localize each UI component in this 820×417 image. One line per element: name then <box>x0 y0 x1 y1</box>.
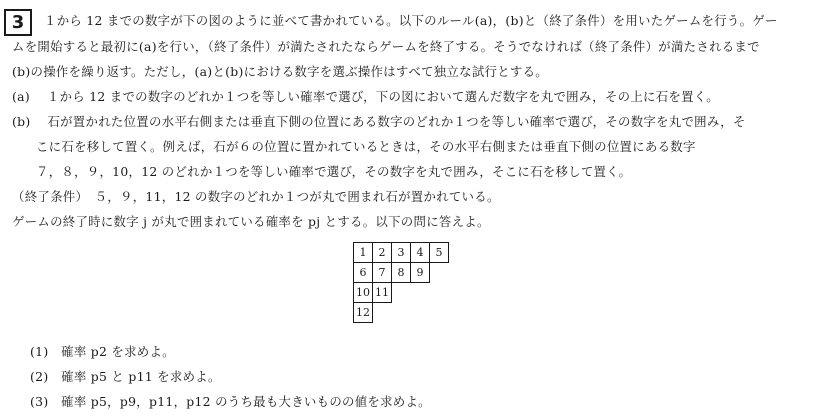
grid-cell: 4 <box>411 243 430 263</box>
grid-cell: 2 <box>373 243 392 263</box>
grid-empty <box>392 283 411 303</box>
grid-cell: 7 <box>373 263 392 283</box>
grid-empty <box>430 263 449 283</box>
intro-line-1: １から 12 までの数字が下の図のように並べて書かれている。以下のルール(a)，(b)と（終了条件）を用いたゲームを行う。ゲー <box>44 13 778 28</box>
grid-row <box>354 243 449 263</box>
probability-definition: ゲームの終了時に数字 j が丸で囲まれている確率を pj とする。以下の問に答えよ。 <box>12 214 490 229</box>
grid-row <box>354 283 449 303</box>
grid-cell: 9 <box>411 263 430 283</box>
rule-b-line-3: ７，８，９，10，12 のどれか１つを等しい確率で選び，その数字を丸で囲み，そこに石を移して置く。 <box>36 164 632 179</box>
grid-cell: 6 <box>354 263 373 283</box>
question-2: (2) 確率 p5 と p11 を求めよ。 <box>30 369 221 384</box>
problem-number: 3 <box>4 9 32 36</box>
question-3: (3) 確率 p5，p9，p11，p12 のうち最も大きいものの値を求めよ。 <box>30 394 431 409</box>
grid-empty <box>430 303 449 323</box>
rule-b-line-1: (b) 石が置かれた位置の水平右側または垂直下側の位置にある数字のどれか１つを等しい確率で選び，その数字を丸で囲み，そ <box>12 114 746 129</box>
grid-cell: 1 <box>354 243 373 263</box>
grid-cell: 11 <box>373 283 392 303</box>
number-grid <box>353 242 449 323</box>
end-condition: （終了条件） ５，９，11，12 の数字のどれか１つが丸で囲まれ石が置かれている。 <box>12 189 500 204</box>
rule-a: (a) １から 12 までの数字のどれか１つを等しい確率で選び，下の図において選んだ数字を丸で囲み，その上に石を置く。 <box>12 89 719 104</box>
grid-empty <box>392 303 411 323</box>
intro-line-3: (b)の操作を繰り返す。ただし，(a)と(b)における数字を選ぶ操作はすべて独立な試行とする。 <box>12 64 548 79</box>
grid-cell: 8 <box>392 263 411 283</box>
grid-cell: 12 <box>354 303 373 323</box>
grid-empty <box>430 283 449 303</box>
question-1: (1) 確率 p2 を求めよ。 <box>30 344 175 359</box>
grid-row <box>354 263 449 283</box>
grid-row <box>354 303 449 323</box>
grid-cell: 10 <box>354 283 373 303</box>
rule-b-line-2: こに石を移して置く。例えば，石が６の位置に置かれているときは，その水平右側または垂直下側の位置にある数字 <box>36 139 696 154</box>
intro-line-2: ムを開始すると最初に(a)を行い，（終了条件）が満たされたならゲームを終了する。そうでなければ（終了条件）が満たされるまで <box>12 39 760 54</box>
grid-cell: 5 <box>430 243 449 263</box>
grid-cell: 3 <box>392 243 411 263</box>
grid-empty <box>373 303 392 323</box>
grid-empty <box>411 283 430 303</box>
grid-empty <box>411 303 430 323</box>
